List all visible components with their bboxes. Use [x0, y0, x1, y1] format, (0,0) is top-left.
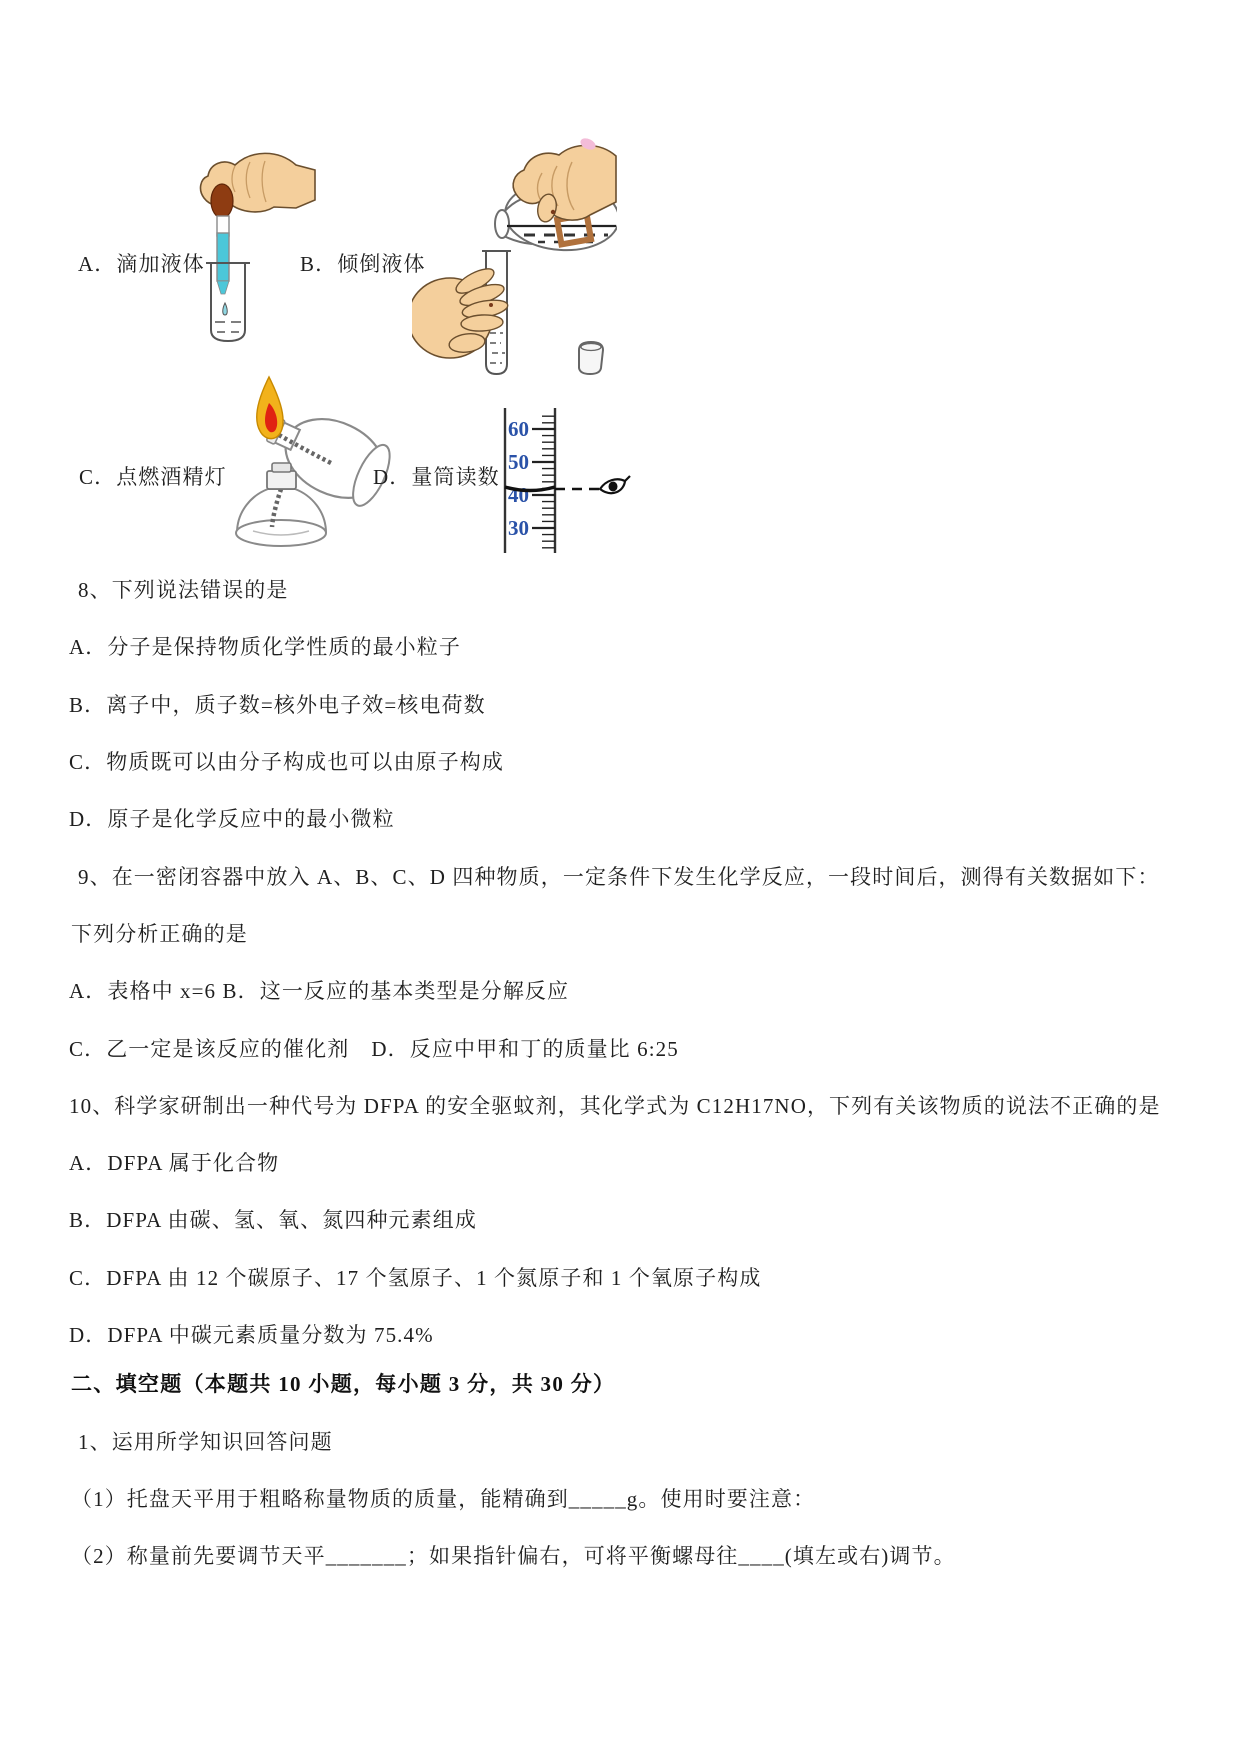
graduated-cylinder-illustration — [498, 403, 668, 558]
q8-stem: 8、下列说法错误的是 — [78, 578, 289, 602]
q8-option-d: D．原子是化学反应中的最小微粒 — [69, 807, 395, 831]
flame-icon — [257, 377, 283, 439]
q8-option-c: C．物质既可以由分子构成也可以由原子构成 — [69, 750, 505, 774]
option-b-label: B．倾倒液体 — [300, 252, 426, 276]
q8-option-a: A．分子是保持物质化学性质的最小粒子 — [69, 635, 461, 659]
alcohol-lamp-illustration — [213, 363, 398, 558]
liquid-drop — [223, 303, 228, 315]
stopper — [579, 342, 603, 374]
section-2-header: 二、填空题（本题共 10 小题，每小题 3 分，共 30 分） — [71, 1372, 616, 1396]
q10-option-d: D．DFPA 中碳元素质量分数为 75.4% — [69, 1323, 434, 1347]
eye-icon — [600, 476, 630, 493]
q9-option-cd: C．乙一定是该反应的催化剂 D．反应中甲和丁的质量比 6:25 — [69, 1037, 679, 1061]
scale-50: 50 — [508, 450, 529, 474]
q9-stem: 9、在一密闭容器中放入 A、B、C、D 四种物质，一定条件下发生化学反应，一段时间后，测得有关数据如下： — [78, 865, 1160, 889]
q10-option-b: B．DFPA 由碳、氢、氧、氮四种元素组成 — [69, 1208, 477, 1232]
dropper-tube — [217, 216, 229, 294]
option-c-label: C．点燃酒精灯 — [79, 465, 227, 489]
option-d-label: D．量筒读数 — [373, 465, 500, 489]
dropper-illustration — [155, 140, 320, 350]
dropper-bulb — [211, 184, 233, 218]
scale-40: 40 — [508, 483, 529, 507]
q8-option-b: B．离子中，质子数=核外电子效=核电荷数 — [69, 693, 486, 717]
fill1-part2: （2）称量前先要调节天平_______；如果指针偏右，可将平衡螺母往____(填左或右)调节。 — [71, 1544, 956, 1568]
fill1-stem: 1、运用所学知识回答问题 — [78, 1430, 333, 1454]
scale-60: 60 — [508, 417, 529, 441]
q9-stem-2: 下列分析正确的是 — [71, 922, 248, 946]
graduated-cylinder — [505, 408, 555, 553]
pouring-illustration — [412, 128, 617, 390]
fill1-part1: （1）托盘天平用于粗略称量物质的质量，能精确到_____g。使用时要注意： — [71, 1487, 816, 1511]
option-a-label: A．滴加液体 — [78, 252, 205, 276]
q10-stem: 10、科学家研制出一种代号为 DFPA 的安全驱蚊剂，其化学式为 C12H17NO，下列有关该物质的说法不正确的是 — [69, 1094, 1161, 1118]
meniscus-line — [505, 487, 555, 491]
q10-option-a: A．DFPA 属于化合物 — [69, 1151, 280, 1175]
q9-option-ab: A．表格中 x=6 B．这一反应的基本类型是分解反应 — [69, 979, 570, 1003]
scale-30: 30 — [508, 516, 529, 540]
q10-option-c: C．DFPA 由 12 个碳原子、17 个氢原子、1 个氮原子和 1 个氧原子构成 — [69, 1266, 762, 1290]
